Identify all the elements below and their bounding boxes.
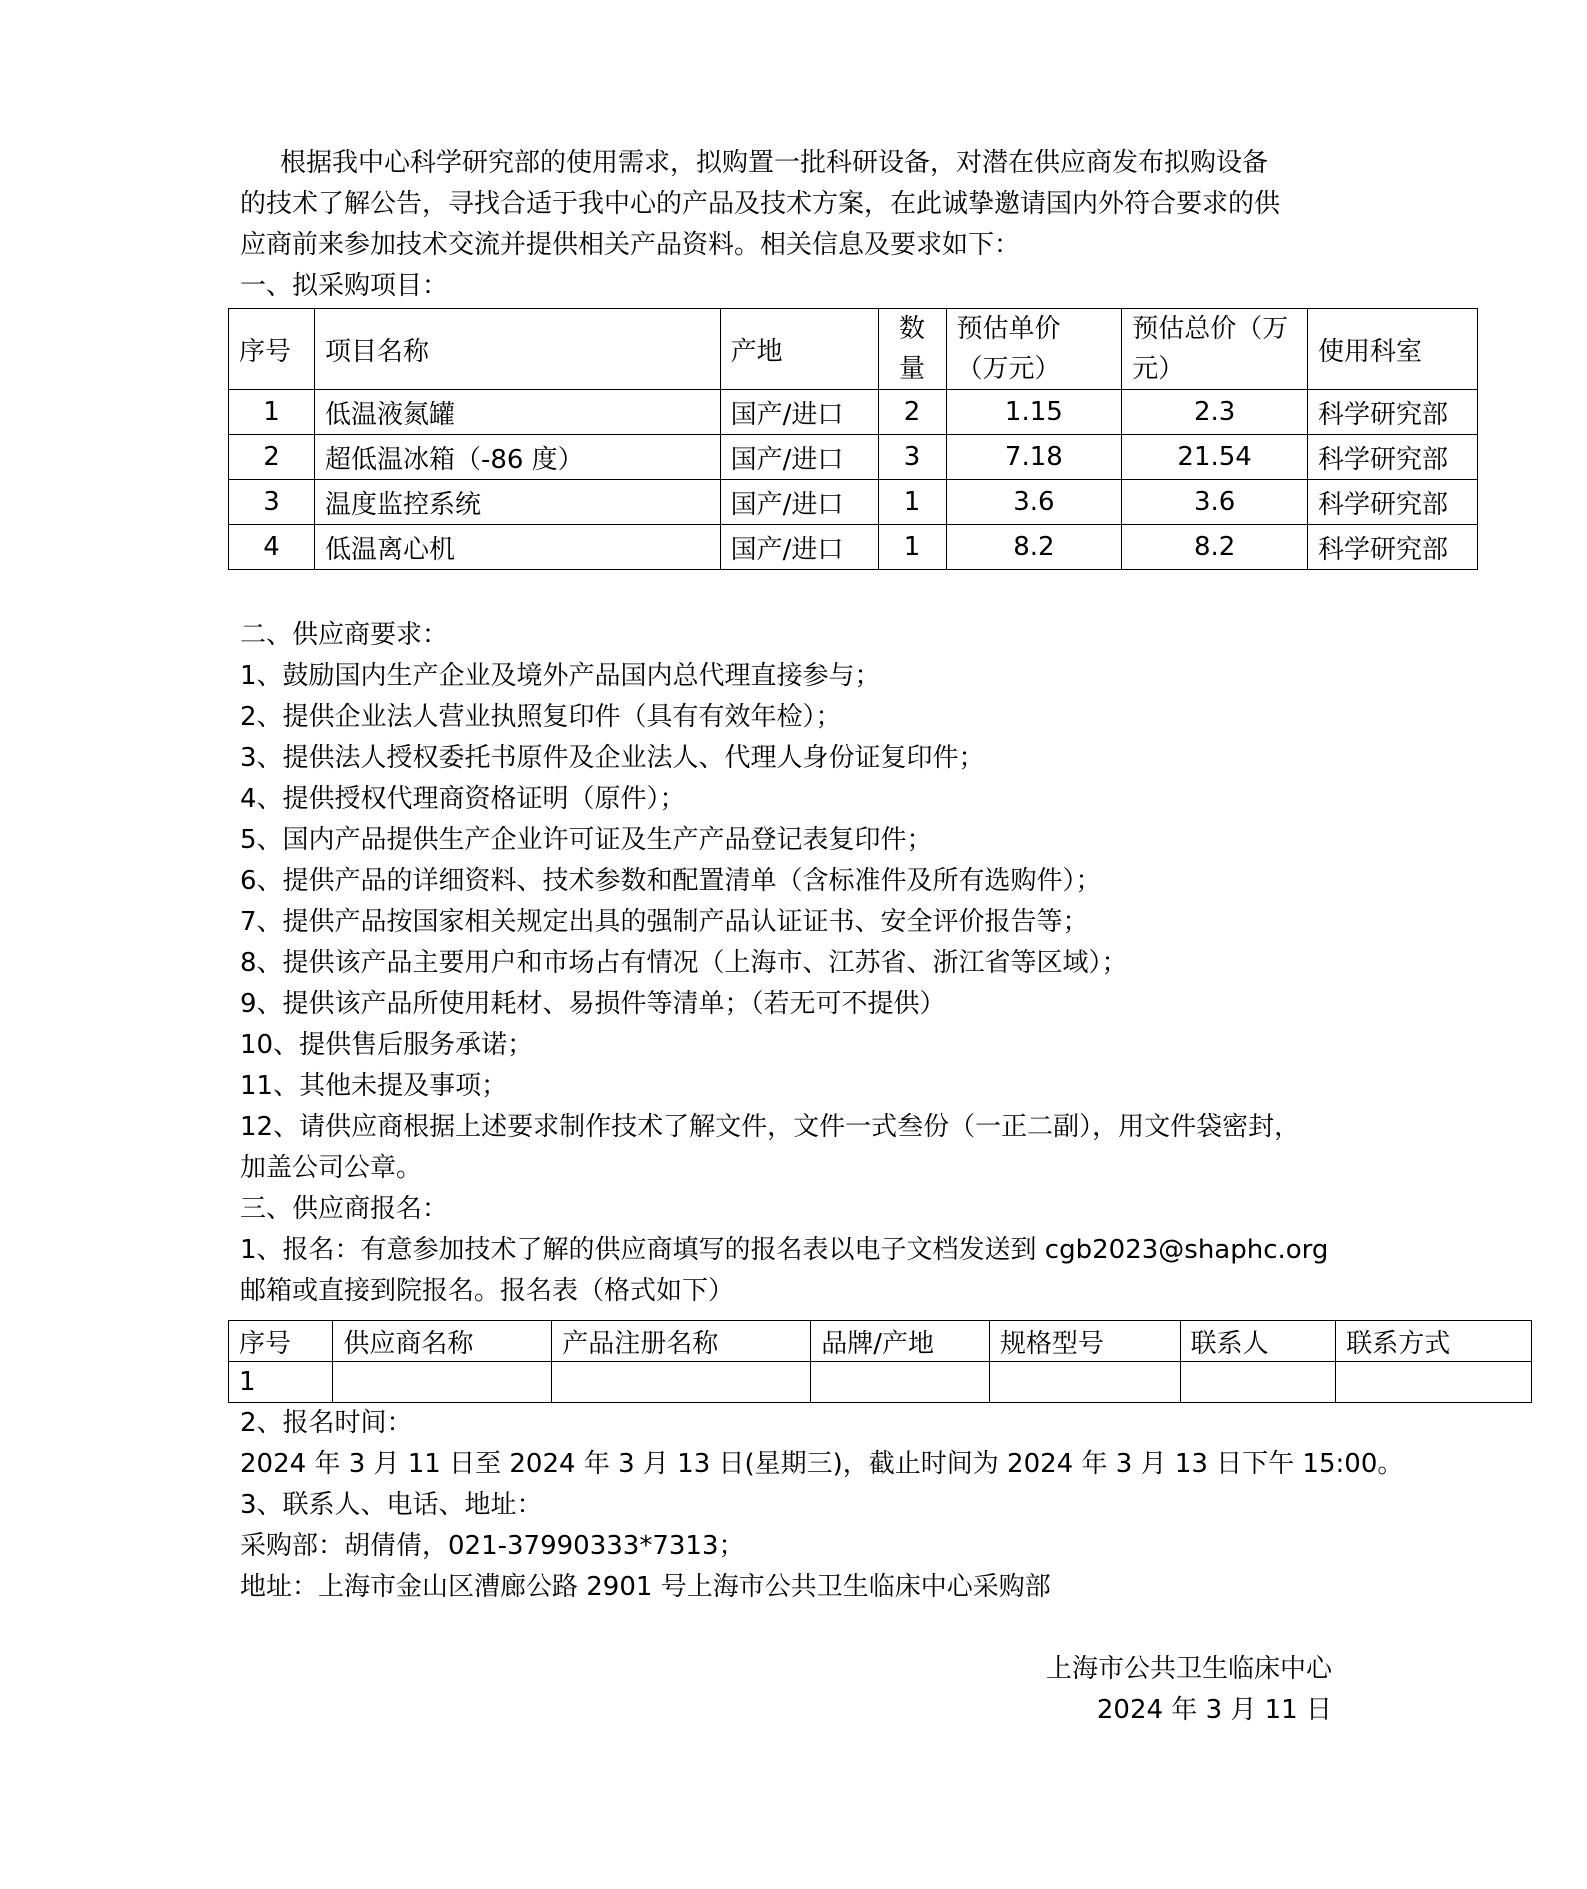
- signup-time-text: 2024 年 3 月 11 日至 2024 年 3 月 13 日(星期三)，截止时间为 2024 年 3 月 13 日下午 15:00。: [240, 1449, 1404, 1479]
- table-row: [229, 390, 1478, 435]
- intro-line-1: 根据我中心科学研究部的使用需求，拟购置一批科研设备，对潜在供应商发布拟购设备: [280, 148, 1269, 178]
- table-cell: 3: [878, 435, 946, 480]
- table-cell: 8.2: [1122, 525, 1308, 570]
- table-cell: 超低温冰箱（-86 度）: [314, 435, 720, 480]
- requirement-item: 5、国内产品提供生产企业许可证及生产产品登记表复印件；: [240, 825, 933, 855]
- table-cell: 科学研究部: [1308, 435, 1478, 480]
- header-cell: 规格型号: [989, 1321, 1180, 1362]
- table-row: [229, 1362, 1532, 1403]
- table-cell: 2.3: [1122, 390, 1308, 435]
- table-header-row: [229, 309, 1478, 390]
- header-cell: 序号: [229, 309, 315, 390]
- table-cell: [333, 1362, 552, 1403]
- section3-title: 三、供应商报名：: [240, 1194, 449, 1224]
- table-cell: 低温离心机: [314, 525, 720, 570]
- table-cell: 2: [878, 390, 946, 435]
- table-cell: 科学研究部: [1308, 390, 1478, 435]
- requirement-item: 1、鼓励国内生产企业及境外产品国内总代理直接参与；: [240, 661, 881, 691]
- requirement-item: 8、提供该产品主要用户和市场占有情况（上海市、江苏省、浙江省等区域）；: [240, 948, 1128, 978]
- header-cell: 序号: [229, 1321, 333, 1362]
- requirement-item: 4、提供授权代理商资格证明（原件）；: [240, 784, 686, 814]
- requirement-item: 2、提供企业法人营业执照复印件（具有有效年检）；: [240, 702, 842, 732]
- table-cell: 科学研究部: [1308, 480, 1478, 525]
- table-cell: [552, 1362, 811, 1403]
- header-cell: 供应商名称: [333, 1321, 552, 1362]
- section1-title: 一、拟采购项目：: [240, 271, 449, 301]
- header-cell: 产品注册名称: [552, 1321, 811, 1362]
- header-cell: 品牌/产地: [811, 1321, 990, 1362]
- header-cell: 联系方式: [1336, 1321, 1532, 1362]
- requirement-item: 11、其他未提及事项；: [240, 1071, 508, 1101]
- requirement-item: 10、提供售后服务承诺；: [240, 1030, 534, 1060]
- header-cell: 产地: [720, 309, 878, 390]
- table-cell: 1: [229, 390, 315, 435]
- requirement-item: 6、提供产品的详细资料、技术参数和配置清单（含标准件及所有选购件）；: [240, 866, 1102, 896]
- header-cell: 使用科室: [1308, 309, 1478, 390]
- table-cell: 2: [229, 435, 315, 480]
- table-cell: 1: [878, 525, 946, 570]
- table-cell: 温度监控系统: [314, 480, 720, 525]
- table-cell: 4: [229, 525, 315, 570]
- signup-time-title: 2、报名时间：: [240, 1408, 413, 1438]
- table-cell: [811, 1362, 990, 1403]
- requirement-item: 加盖公司公章。: [240, 1153, 423, 1183]
- table-cell: [989, 1362, 1180, 1403]
- table-cell: 1.15: [946, 390, 1122, 435]
- table-cell: 1: [878, 480, 946, 525]
- table-cell: [1336, 1362, 1532, 1403]
- table-header-row: [229, 1321, 1532, 1362]
- header-cell: 联系人: [1180, 1321, 1336, 1362]
- requirement-item: 12、请供应商根据上述要求制作技术了解文件，文件一式叁份（一正二副），用文件袋密封，: [240, 1112, 1301, 1142]
- requirement-item: 9、提供该产品所使用耗材、易损件等清单；（若无可不提供）: [240, 989, 946, 1019]
- section2-title: 二、供应商要求：: [240, 620, 449, 650]
- requirement-item: 3、提供法人授权委托书原件及企业法人、代理人身份证复印件；: [240, 743, 985, 773]
- intro-line-2: 的技术了解公告，寻找合适于我中心的产品及技术方案，在此诚挚邀请国内外符合要求的供: [240, 189, 1281, 219]
- table-cell: 7.18: [946, 435, 1122, 480]
- issuer-organization: 上海市公共卫生临床中心: [1045, 1654, 1332, 1684]
- table-cell: 国产/进口: [720, 390, 878, 435]
- registration-table: [228, 1320, 1532, 1403]
- table-cell: 21.54: [1122, 435, 1308, 480]
- table-row: [229, 480, 1478, 525]
- table-cell: 国产/进口: [720, 480, 878, 525]
- procurement-items-table: [228, 308, 1478, 570]
- intro-line-3: 应商前来参加技术交流并提供相关产品资料。相关信息及要求如下：: [240, 230, 1021, 260]
- table-cell: 科学研究部: [1308, 525, 1478, 570]
- contact-address: 地址：上海市金山区漕廊公路 2901 号上海市公共卫生临床中心采购部: [240, 1572, 1051, 1602]
- table-row: [229, 435, 1478, 480]
- table-cell: 国产/进口: [720, 525, 878, 570]
- table-cell: 国产/进口: [720, 435, 878, 480]
- header-cell: 数量: [878, 309, 946, 390]
- table-cell: 3: [229, 480, 315, 525]
- signup-line-2: 邮箱或直接到院报名。报名表（格式如下）: [240, 1276, 735, 1306]
- table-row: [229, 525, 1478, 570]
- contact-person: 采购部：胡倩倩，021-37990333*7313；: [240, 1531, 745, 1561]
- header-cell: 预估单价（万元）: [946, 309, 1122, 390]
- table-cell: 1: [229, 1362, 333, 1403]
- issue-date: 2024 年 3 月 11 日: [1096, 1695, 1332, 1725]
- requirement-item: 7、提供产品按国家相关规定出具的强制产品认证证书、安全评价报告等；: [240, 907, 1089, 937]
- header-cell: 项目名称: [314, 309, 720, 390]
- contact-title: 3、联系人、电话、地址：: [240, 1490, 543, 1520]
- table-cell: 低温液氮罐: [314, 390, 720, 435]
- table-cell: 3.6: [946, 480, 1122, 525]
- header-cell: 预估总价（万元）: [1122, 309, 1308, 390]
- table-cell: 3.6: [1122, 480, 1308, 525]
- table-cell: [1180, 1362, 1336, 1403]
- signup-line-1: 1、报名：有意参加技术了解的供应商填写的报名表以电子文档发送到 cgb2023@shaphc.org: [240, 1235, 1329, 1265]
- table-cell: 8.2: [946, 525, 1122, 570]
